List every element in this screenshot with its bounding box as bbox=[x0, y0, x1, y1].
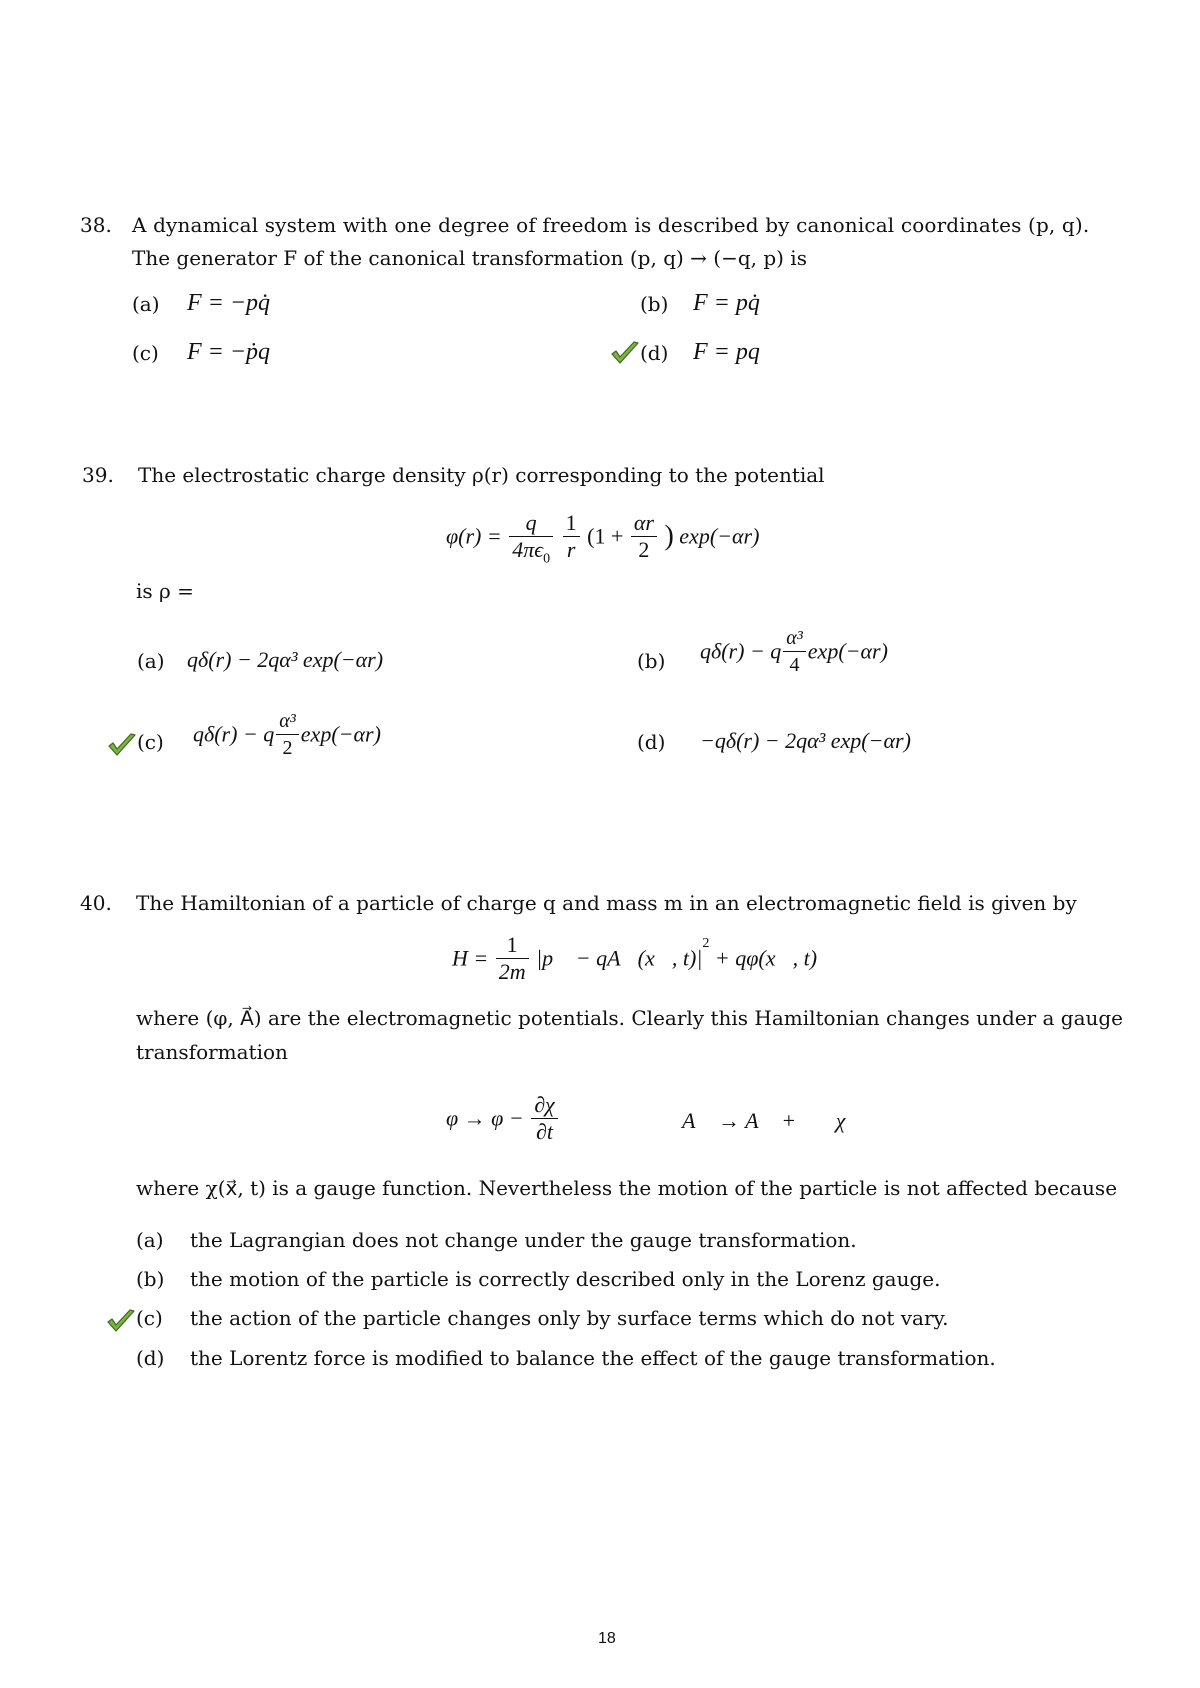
q40-hamiltonian-equation bbox=[452, 932, 817, 985]
q39-option-c-expr bbox=[193, 708, 381, 761]
q39-eq-frac1-den bbox=[509, 537, 553, 567]
q40-option-a-label[interactable]: (a) bbox=[136, 1228, 164, 1252]
q39-option-c-pre: qδ(r) − q bbox=[193, 721, 275, 747]
q39-option-b-num: α³ bbox=[783, 625, 806, 652]
q39-eq-frac1-den-text: 4πϵ bbox=[512, 537, 544, 562]
q39-potential-equation bbox=[446, 510, 760, 567]
q39-option-c-frac bbox=[276, 708, 299, 761]
q39-option-a-expr: qδ(r) − 2qα³ exp(−αr) bbox=[187, 647, 384, 672]
q39-eq-lhs: φ(r) = bbox=[446, 523, 502, 549]
q39-option-a-label[interactable]: (a) bbox=[137, 649, 165, 673]
q40-gauge1-lhs: φ → φ − bbox=[446, 1105, 524, 1131]
q40-ham-frac-num: 1 bbox=[496, 932, 529, 959]
q39-stem: The electrostatic charge density ρ(r) corresponding to the potential bbox=[138, 463, 825, 487]
q40-ham-frac-den: 2m bbox=[498, 959, 526, 984]
q39-option-b-den: 4 bbox=[789, 654, 800, 676]
q39-is-rho: is ρ = bbox=[136, 579, 194, 603]
q39-eq-frac2-num: 1 bbox=[563, 510, 580, 537]
q39-eq-frac1-den-sub: 0 bbox=[543, 551, 551, 567]
q39-option-b-frac bbox=[783, 625, 806, 678]
checkmark-icon bbox=[610, 340, 640, 366]
q38-option-c-expr: F = −ṗq bbox=[187, 339, 271, 365]
q39-option-c-den: 2 bbox=[282, 737, 293, 759]
q40-ham-lhs: H = bbox=[452, 945, 489, 971]
q38-option-d-expr: F = pq bbox=[693, 339, 760, 365]
q39-option-c-label[interactable]: (c) bbox=[137, 730, 164, 754]
q39-option-b-pre: qδ(r) − q bbox=[700, 638, 782, 664]
q38-option-d-label[interactable]: (d) bbox=[640, 341, 669, 365]
q39-option-b-label[interactable]: (b) bbox=[637, 649, 666, 673]
q40-ham-square: 2 bbox=[702, 936, 710, 952]
page-number: 18 bbox=[598, 1630, 616, 1647]
q40-number: 40. bbox=[80, 891, 112, 915]
q40-option-a-text: the Lagrangian does not change under the gauge transformation. bbox=[190, 1228, 857, 1252]
q40-gauge1-num: ∂χ bbox=[531, 1092, 558, 1119]
q40-gauge-a-equation: A⃗ → A⃗ + ∇⃗χ bbox=[682, 1108, 846, 1133]
q40-ham-tail: + qφ(x⃗, t) bbox=[714, 945, 818, 971]
q38-option-b-label[interactable]: (b) bbox=[640, 292, 669, 316]
q40-ham-body: |p⃗ − qA⃗(x⃗, t)| bbox=[536, 945, 703, 971]
q39-eq-tail: exp(−αr) bbox=[679, 523, 760, 549]
q40-option-b-text: the motion of the particle is correctly described only in the Lorenz gauge. bbox=[190, 1267, 941, 1291]
q39-eq-paren-close: ) bbox=[664, 520, 674, 552]
q39-eq-frac2-den: r bbox=[566, 537, 576, 562]
q39-eq-paren-open: (1 + bbox=[587, 523, 624, 549]
q38-stem-line2: The generator F of the canonical transformation (p, q) → (−q, p) is bbox=[132, 246, 807, 270]
q40-option-b-label[interactable]: (b) bbox=[136, 1267, 165, 1291]
q39-option-b-post: exp(−αr) bbox=[807, 638, 888, 664]
checkmark-icon bbox=[107, 732, 137, 758]
q40-option-d-text: the Lorentz force is modified to balance the effect of the gauge transformation. bbox=[190, 1346, 996, 1370]
q38-option-b-expr: F = pq̇ bbox=[693, 290, 760, 316]
q40-gauge1-frac bbox=[531, 1092, 558, 1145]
q40-stem: The Hamiltonian of a particle of charge q and mass m in an electromagnetic field is given by bbox=[136, 891, 1077, 915]
q38-stem-line1: A dynamical system with one degree of freedom is described by canonical coordinates (p, q). bbox=[132, 213, 1090, 237]
q39-eq-frac2 bbox=[563, 510, 580, 563]
q40-where1-line2: transformation bbox=[136, 1040, 288, 1064]
q40-gauge1-den: ∂t bbox=[535, 1119, 553, 1144]
q38-option-a-expr: F = −pq̇ bbox=[187, 290, 271, 316]
q39-option-c-post: exp(−αr) bbox=[300, 721, 381, 747]
q38-option-c-label[interactable]: (c) bbox=[132, 341, 159, 365]
q40-gauge-phi-equation bbox=[446, 1092, 560, 1145]
q39-eq-frac3-den: 2 bbox=[638, 537, 650, 562]
q39-eq-frac1-num: q bbox=[509, 510, 553, 537]
q39-number: 39. bbox=[82, 463, 114, 487]
q39-option-c-num: α³ bbox=[276, 708, 299, 735]
q39-option-d-expr: −qδ(r) − 2qα³ exp(−αr) bbox=[700, 728, 911, 753]
q39-eq-frac3 bbox=[631, 510, 657, 563]
q39-option-d-label[interactable]: (d) bbox=[637, 730, 666, 754]
q38-number: 38. bbox=[80, 213, 112, 237]
q40-where1-line1: where (φ, A⃗) are the electromagnetic potentials. Clearly this Hamiltonian changes under a gauge bbox=[136, 1006, 1124, 1030]
q39-eq-frac3-num: αr bbox=[631, 510, 657, 537]
q40-ham-frac bbox=[496, 932, 529, 985]
q40-option-c-label[interactable]: (c) bbox=[136, 1306, 163, 1330]
q40-option-c-text: the action of the particle changes only by surface terms which do not vary. bbox=[190, 1306, 949, 1330]
q40-where2: where χ(x⃗, t) is a gauge function. Nevertheless the motion of the particle is not affected because bbox=[136, 1176, 1118, 1200]
q38-option-a-label[interactable]: (a) bbox=[132, 292, 160, 316]
q39-eq-frac1 bbox=[509, 510, 553, 567]
checkmark-icon bbox=[106, 1308, 136, 1334]
q39-option-b-expr bbox=[700, 625, 888, 678]
q40-option-d-label[interactable]: (d) bbox=[136, 1346, 165, 1370]
